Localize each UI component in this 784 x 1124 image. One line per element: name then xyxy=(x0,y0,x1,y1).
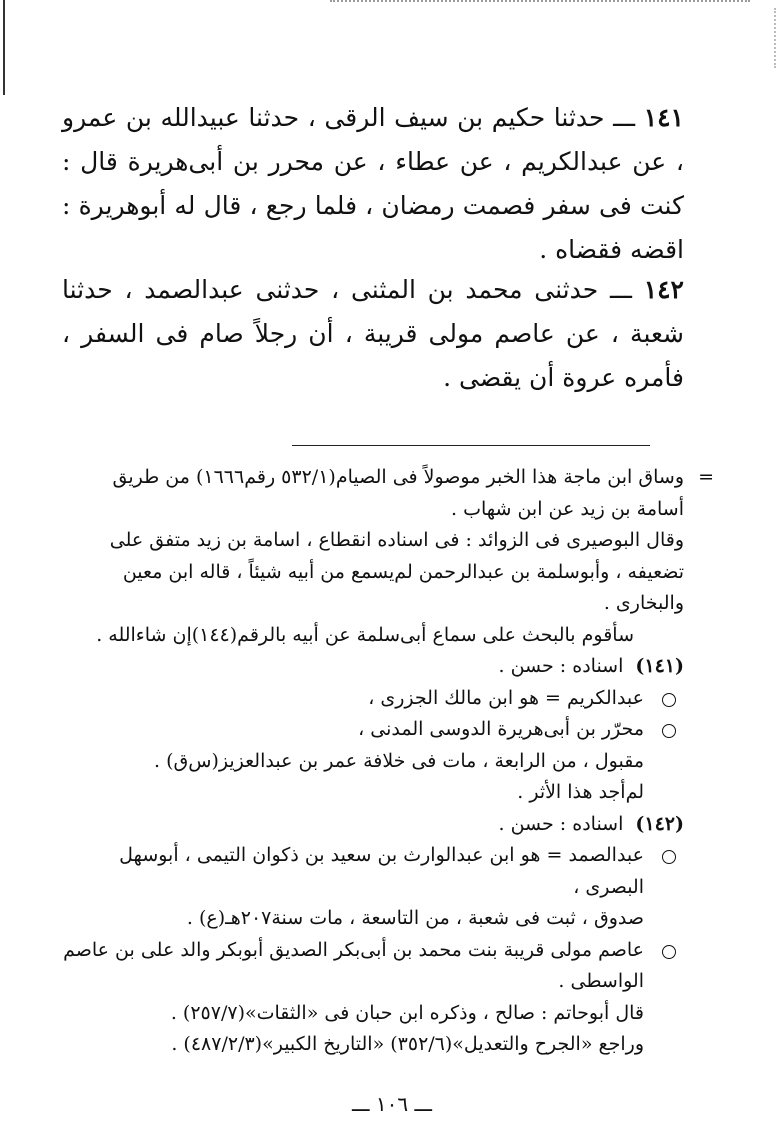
list-item-detail: قال أبوحاتم : صالح ، وذكره ابن حبان فى «الثقات»(٢٥٧/٧) . xyxy=(170,1001,644,1024)
footnote-paragraph: وساق ابن ماجة هذا الخبر موصولاً فى الصيام(٥٣٢/١ رقم١٦٦٦) من طريق أسامة بن زيد عن ابن شهاب . xyxy=(112,466,684,520)
section-number: (١٤١) xyxy=(635,655,684,677)
footnote-divider xyxy=(292,445,650,446)
section-number: (١٤٢) xyxy=(635,812,684,835)
hadith-text: حدثنى محمد بن المثنى ، حدثنى عبدالصمد ، حدثنا شعبة ، عن عاصم مولى قريبة ، أن رجلاً صام فى السفر ، فأمره عروة أن يقضى . xyxy=(62,275,684,392)
list-item xyxy=(62,935,684,998)
hadith-number: ١٤٢ xyxy=(643,275,684,304)
scan-edge-right xyxy=(771,8,776,68)
page-number: ـــ ١٠٦ ـــ xyxy=(351,1092,433,1116)
list-item-text: عبدالكريم = هو ابن مالك الجزرى ، xyxy=(368,686,644,709)
circle-bullet-icon xyxy=(662,693,676,707)
list-item-text: عبدالصمد = هو ابن عبدالوارث بن سعيد بن ذكوان التيمى ، أبوسهل البصرى ، xyxy=(119,844,644,898)
section-141 xyxy=(62,651,684,683)
footnote-paragraph: وقال البوصيرى فى الزوائد : فى اسناده انقطاع ، اسامة بن زيد متفق على تضعيفه ، وأبوسلمة بن عبدالرحمن لم‌يسمع من أبيه شيئاً ، قاله ابن معين والبخارى . xyxy=(109,529,684,614)
hadith-text: حدثنا حكيم بن سيف الرقى ، حدثنا عبيدالله بن عمرو ، عن عبدالكريم ، عن عطاء ، عن محرر بن أبى‌هريرة قال : كنت فى سفر فصمت رمضان ، فلما رجع ، قال له أبوهريرة : اقضه فقضاه . xyxy=(62,103,684,264)
list-item xyxy=(62,714,684,746)
footnotes xyxy=(62,462,714,1061)
footnote-paragraph: سأقوم بالبحث على سماع أبى‌سلمة عن أبيه بالرقم(١٤٤)إن شاءالله . xyxy=(96,623,634,646)
list-item-text: محرّر بن أبى‌هريرة الدوسى المدنى ، xyxy=(358,718,644,740)
hadith-141 xyxy=(62,96,684,272)
section-142 xyxy=(62,809,684,841)
list-item-text: عاصم مولى قريبة بنت محمد بن أبى‌بكر الصديق أبوبكر والد على بن عاصم الواسطى . xyxy=(63,938,644,992)
section-text: اسناده : حسن . xyxy=(498,812,624,835)
list-item-detail: وراجع «الجرح والتعديل»(٣٥٢/٦) «التاريخ الكبير»(٤٨٧/٢/٣) . xyxy=(171,1033,644,1055)
scan-edge-left xyxy=(3,0,5,95)
circle-bullet-icon xyxy=(662,724,676,738)
section-text: اسناده : حسن . xyxy=(498,655,624,677)
list-item xyxy=(62,840,684,903)
continuation-mark: = xyxy=(698,466,714,488)
list-item-detail: صدوق ، ثبت فى شعبة ، من التاسعة ، مات سنة٢٠٧هـ(ع) . xyxy=(186,907,644,929)
circle-bullet-icon xyxy=(662,850,676,864)
hadith-dash: ـــ xyxy=(609,275,632,304)
scan-edge-top xyxy=(330,0,750,7)
list-item xyxy=(62,683,684,715)
footnote-paragraph: لم‌أجد هذا الأثر . xyxy=(517,781,644,803)
hadith-dash: ـــ xyxy=(613,103,636,132)
circle-bullet-icon xyxy=(662,945,676,959)
list-item-detail: مقبول ، من الرابعة ، مات فى خلافة عمر بن عبدالعزيز(س‌ق) . xyxy=(154,749,644,772)
hadith-number: ١٤١ xyxy=(643,103,684,132)
hadith-142 xyxy=(62,268,684,400)
